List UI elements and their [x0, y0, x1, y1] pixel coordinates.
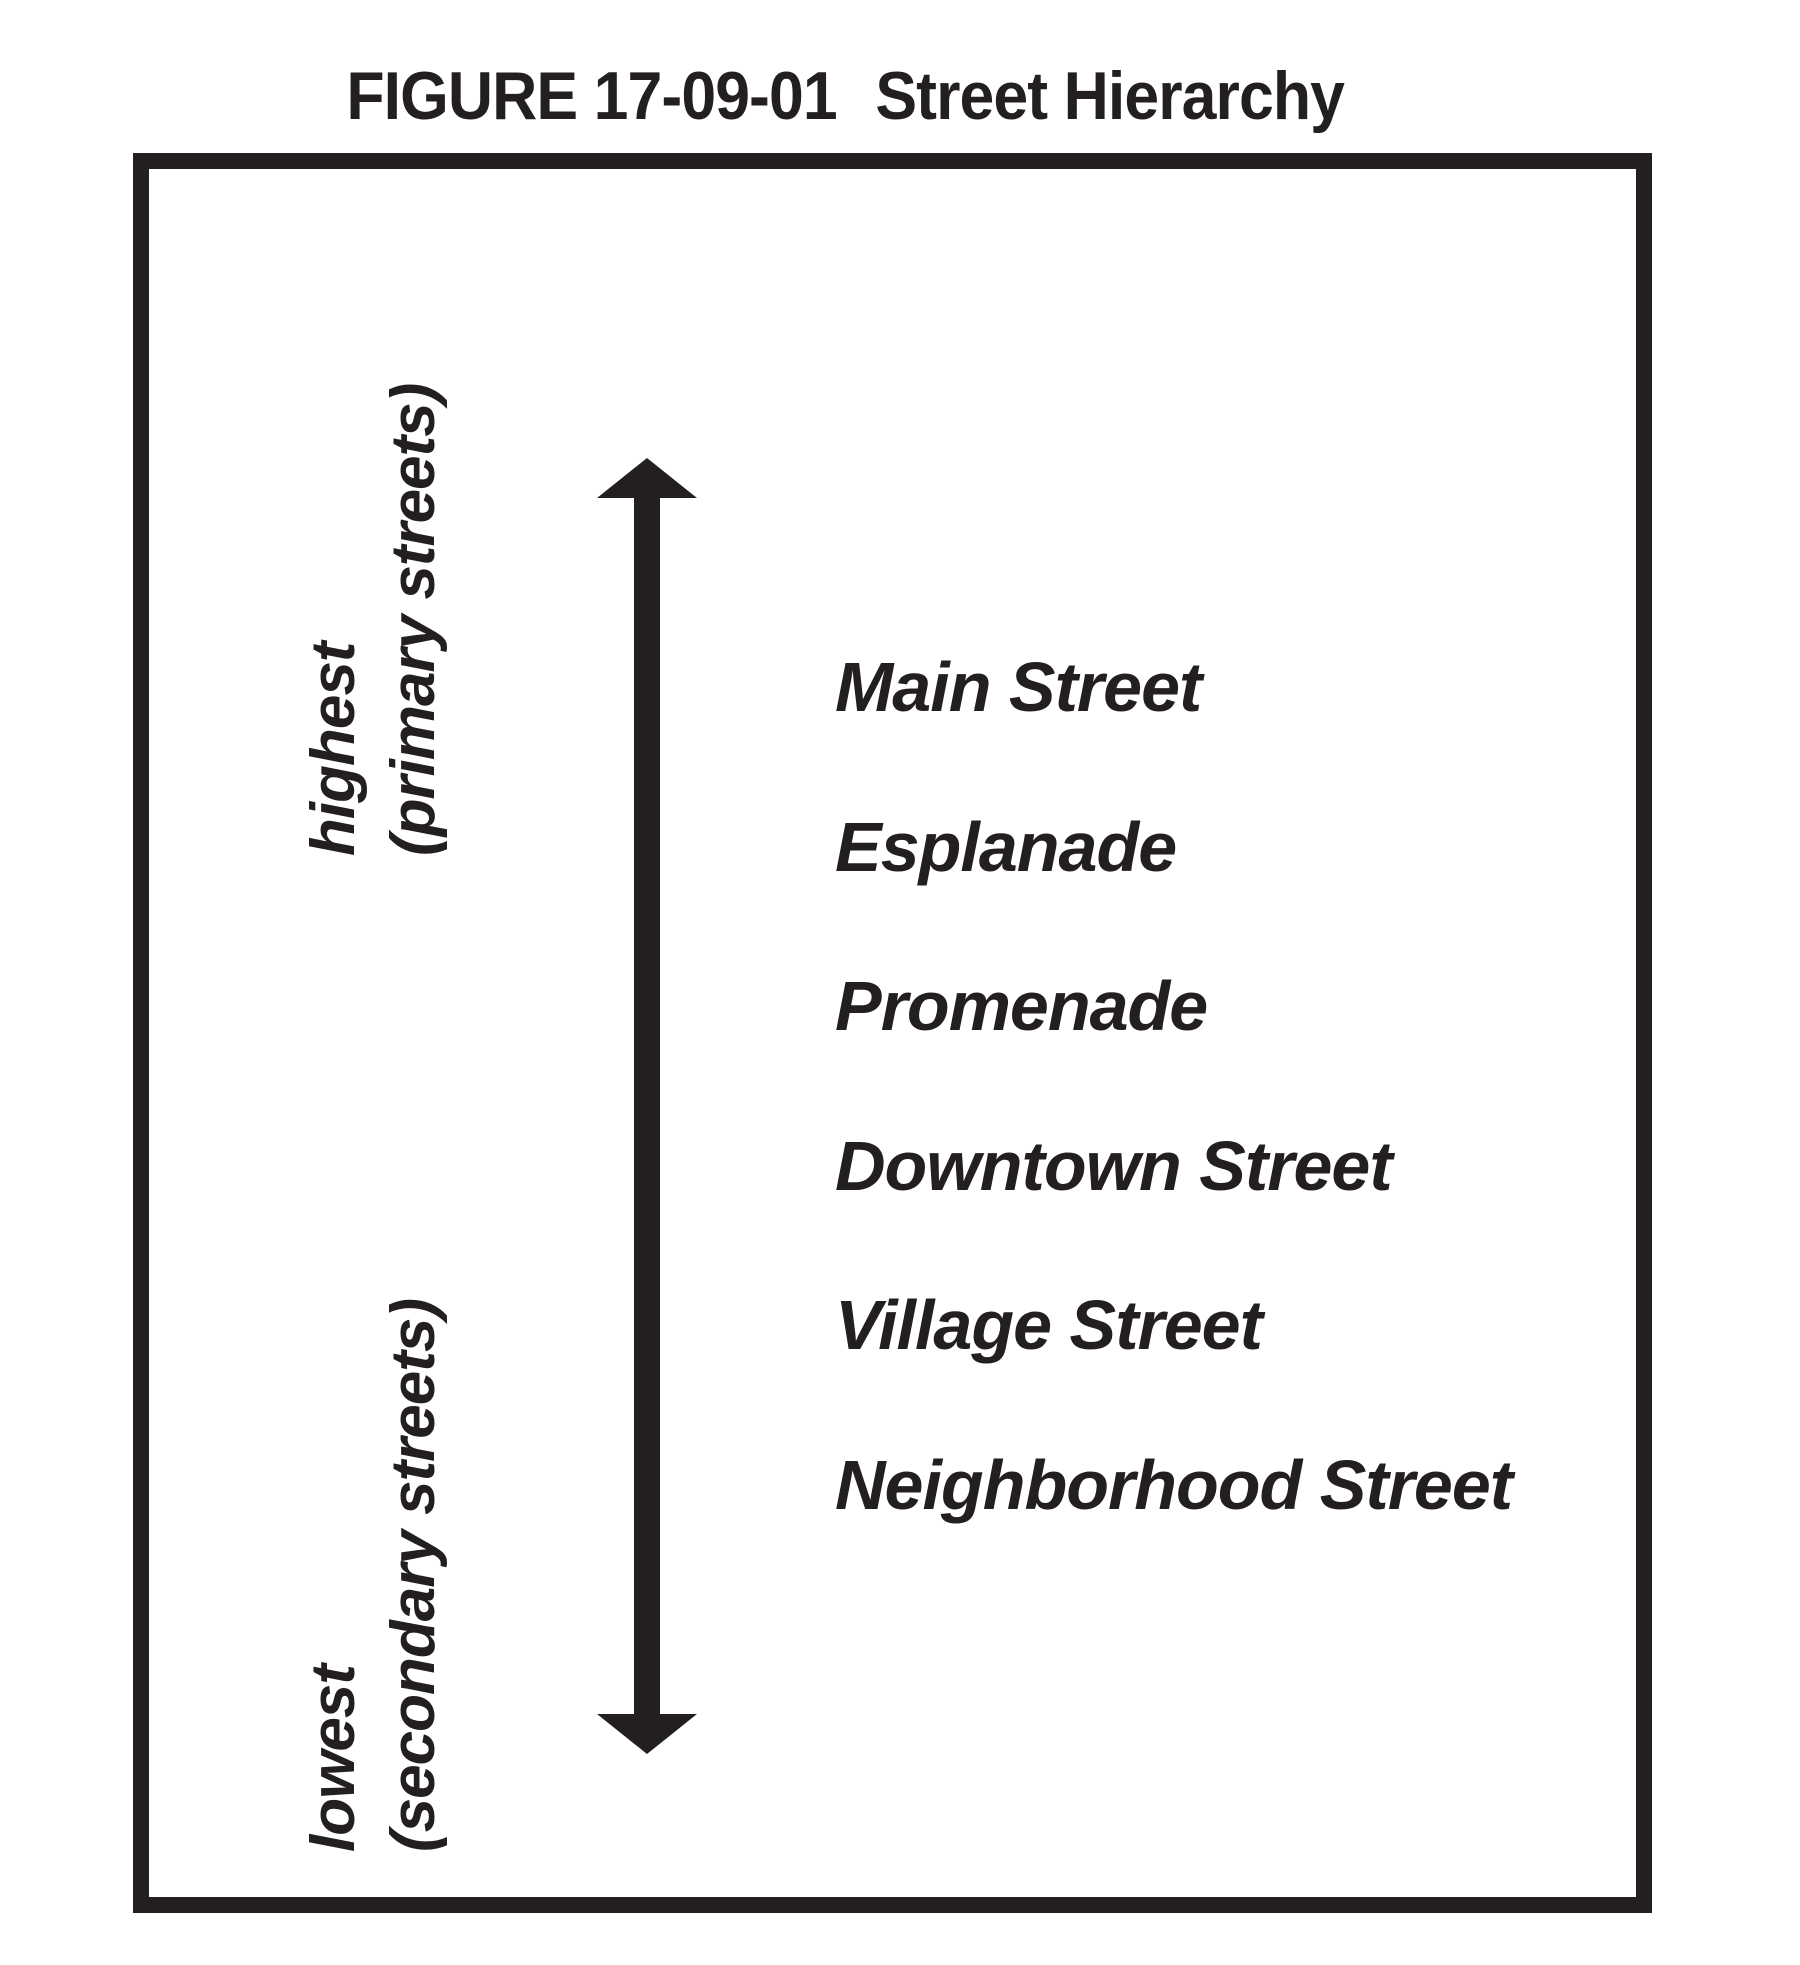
figure-caption-text — [346, 58, 1344, 134]
street-item: Esplanade — [835, 808, 1177, 886]
figure-caption — [0, 58, 1690, 134]
axis-label-lowest-category: (secondary streets) — [379, 1298, 448, 1852]
arrowhead-down-icon — [597, 1714, 697, 1754]
figure-number-label: FIGURE 17-09-01 — [346, 58, 837, 134]
axis-label-highest — [294, 384, 454, 856]
street-item: Promenade — [835, 967, 1208, 1045]
axis-label-lowest — [294, 1299, 454, 1852]
street-item: Main Street — [835, 648, 1202, 726]
street-item: Village Street — [835, 1286, 1262, 1364]
street-item: Neighborhood Street — [835, 1446, 1513, 1524]
arrow-shaft — [634, 494, 660, 1720]
axis-label-highest-category: (primary streets) — [379, 383, 448, 856]
figure-title: Street Hierarchy — [875, 58, 1344, 134]
axis-label-lowest-level: lowest — [299, 1665, 368, 1852]
street-item: Downtown Street — [835, 1127, 1392, 1205]
axis-label-highest-level: highest — [299, 642, 368, 856]
arrowhead-up-icon — [597, 458, 697, 498]
